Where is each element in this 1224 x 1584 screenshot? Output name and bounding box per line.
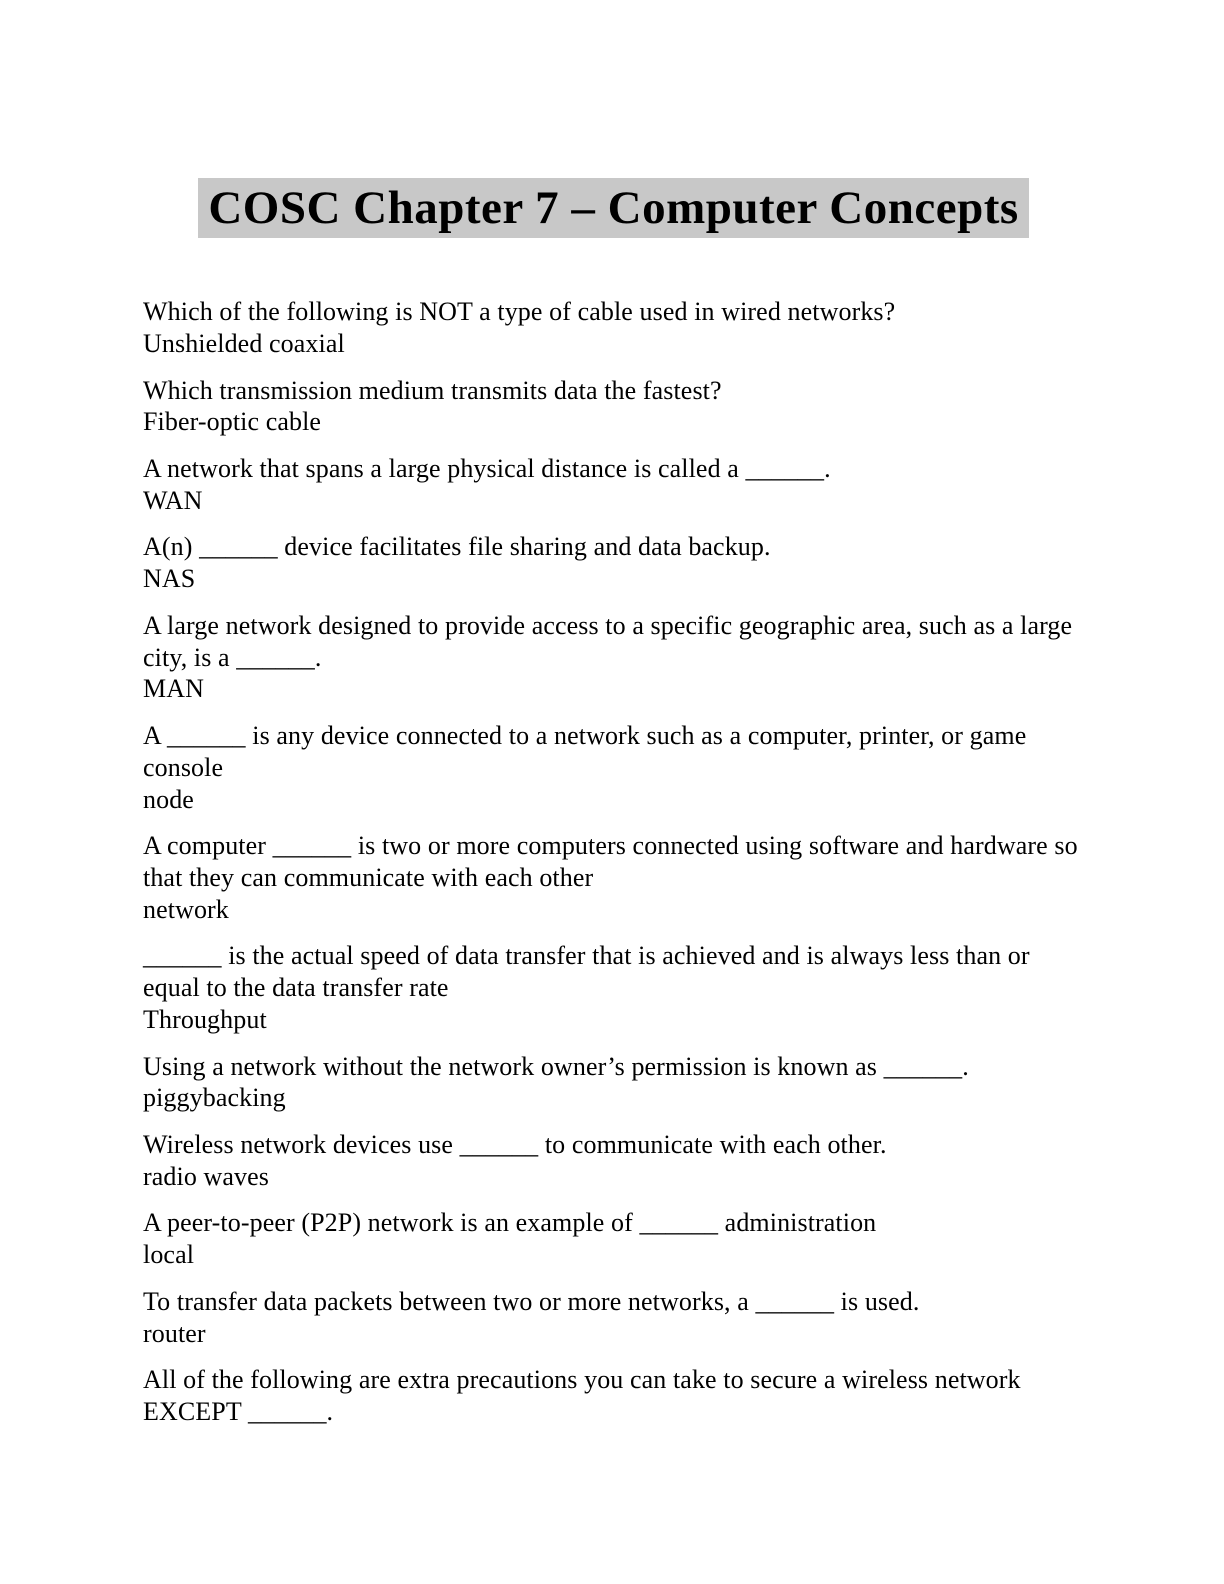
qa-list	[143, 296, 1083, 1428]
question-text: A peer-to-peer (P2P) network is an example of ______ administration	[143, 1208, 877, 1238]
answer-text: MAN	[143, 674, 204, 704]
qa-block	[143, 531, 1083, 594]
question-text: Which of the following is NOT a type of cable used in wired networks?	[143, 297, 896, 327]
question-text: Which transmission medium transmits data the fastest?	[143, 375, 722, 405]
qa-block	[143, 1207, 1083, 1270]
answer-text: Fiber-optic cable	[143, 407, 322, 437]
question-text: A network that spans a large physical distance is called a ______.	[143, 454, 831, 484]
question-text: Wireless network devices use ______ to communicate with each other.	[143, 1129, 887, 1159]
answer-text: local	[143, 1240, 195, 1270]
question-text: To transfer data packets between two or more networks, a ______ is used.	[143, 1286, 920, 1316]
answer-text: Unshielded coaxial	[143, 328, 345, 358]
qa-block	[143, 940, 1083, 1035]
answer-text: WAN	[143, 485, 203, 515]
qa-block	[143, 1286, 1083, 1349]
qa-block	[143, 453, 1083, 516]
question-text: A large network designed to provide access to a specific geographic area, such as a large city, is a ______.	[143, 610, 1073, 672]
qa-block	[143, 375, 1083, 438]
qa-block	[143, 720, 1083, 815]
qa-block	[143, 830, 1083, 925]
question-text: A ______ is any device connected to a network such as a computer, printer, or game console	[143, 721, 1027, 782]
answer-text: NAS	[143, 564, 196, 594]
question-text: Using a network without the network owner’s permission is known as ______.	[143, 1051, 969, 1081]
page-title-row	[143, 178, 1084, 238]
qa-block	[143, 1364, 1083, 1427]
qa-block	[143, 610, 1083, 705]
question-text: A(n) ______ device facilitates file sharing and data backup.	[143, 532, 771, 562]
question-text: All of the following are extra precautions you can take to secure a wireless network EXCEPT ______.	[143, 1365, 1021, 1426]
page-title: COSC Chapter 7 – Computer Concepts	[198, 178, 1028, 238]
answer-text: node	[143, 784, 194, 814]
answer-text: network	[143, 894, 229, 924]
answer-text: Throughput	[143, 1004, 267, 1034]
qa-block	[143, 1051, 1083, 1114]
question-text: A computer ______ is two or more computers connected using software and hardware so that they can communicate with each other	[143, 831, 1078, 892]
question-text: ______ is the actual speed of data transfer that is achieved and is always less than or equal to the data transfer rate	[143, 941, 1030, 1003]
answer-text: radio waves	[143, 1161, 269, 1191]
qa-block	[143, 1129, 1083, 1192]
qa-block	[143, 296, 1083, 359]
answer-text: router	[143, 1318, 206, 1348]
answer-text: piggybacking	[143, 1083, 286, 1113]
